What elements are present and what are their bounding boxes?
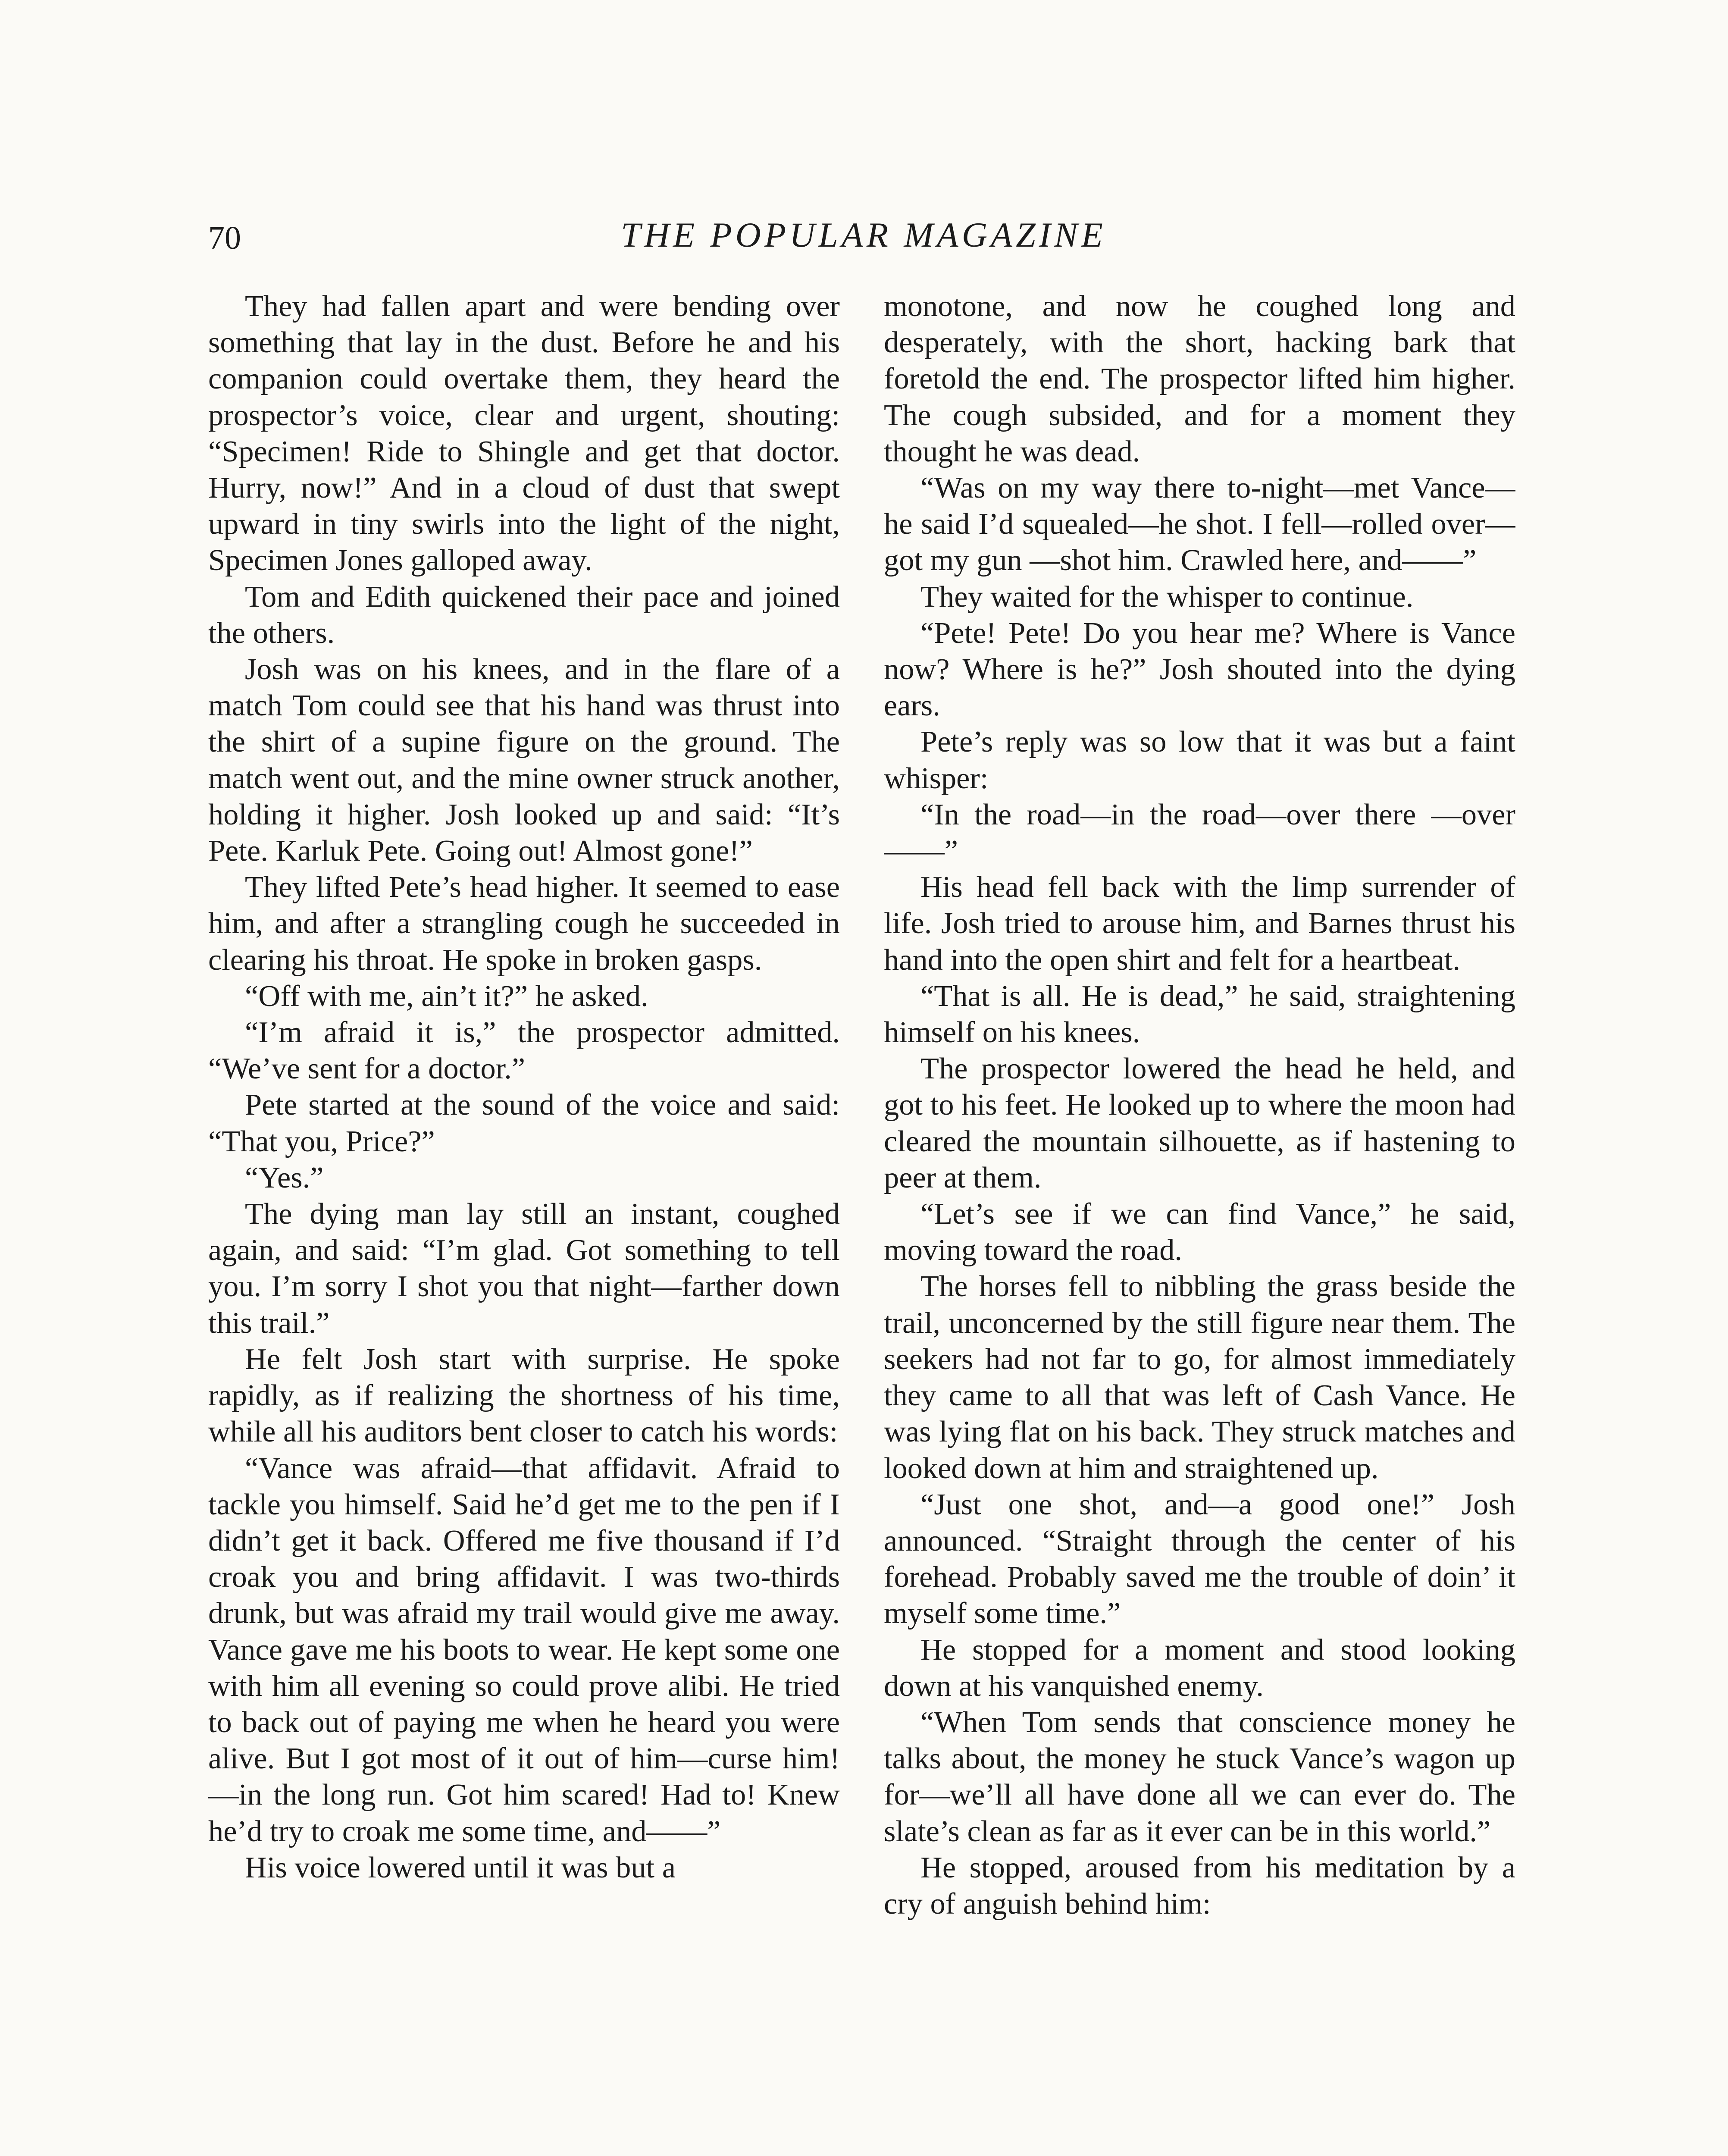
paragraph: “Let’s see if we can find Vance,” he said, moving toward the road.	[884, 1197, 1515, 1267]
paragraph: The horses fell to nibbling the grass beside the trail, unconcerned by the still figure near them. The seekers had not far to go, for almost immediately they came to all that was left of Cash Vance. He was lying flat on his back. They struck matches and looked down at him and straightened up.	[884, 1269, 1515, 1485]
paragraph: He stopped for a moment and stood looking down at his vanquished enemy.	[884, 1633, 1515, 1703]
paragraph: “That is all. He is dead,” he said, straightening himself on his knees.	[884, 979, 1515, 1050]
paragraph: Pete’s reply was so low that it was but a faint whisper:	[884, 725, 1515, 795]
left-column	[208, 288, 840, 2156]
paragraph: Tom and Edith quickened their pace and joined the others.	[208, 580, 840, 650]
paragraph: His voice lowered until it was but a	[245, 1850, 676, 1884]
paragraph: Pete started at the sound of the voice and said: “That you, Price?”	[208, 1088, 840, 1158]
paragraph: “Yes.”	[245, 1160, 324, 1194]
paragraph: “In the road—in the road—over there —over——”	[884, 797, 1515, 868]
page-number: 70	[208, 220, 241, 256]
paragraph-continuation: monotone, and now he coughed long and desperately, with the short, hacking bark that foretold the end. The prospector lifted him higher. The cough subsided, and for a moment they thought he was dead.	[884, 289, 1515, 468]
paragraph: “Off with me, ain’t it?” he asked.	[245, 979, 648, 1013]
paragraph: “Just one shot, and—a good one!” Josh announced. “Straight through the center of his forehead. Probably saved me the trouble of doin’ it myself some time.”	[884, 1487, 1515, 1630]
paragraph: The prospector lowered the head he held, and got to his feet. He looked up to where the moon had cleared the mountain silhouette, as if hastening to peer at them.	[884, 1052, 1515, 1194]
paragraph: “When Tom sends that conscience money he talks about, the money he stuck Vance’s wagon up for—we’ll all have done all we can ever do. The slate’s clean as far as it ever can be in this world.”	[884, 1705, 1515, 1848]
paragraph: They waited for the whisper to continue.	[920, 580, 1414, 614]
paragraph: He felt Josh start with surprise. He spoke rapidly, as if realizing the shortness of his time, while all his auditors bent closer to catch his words:	[208, 1342, 840, 1449]
page-header	[208, 207, 1519, 267]
paragraph: His head fell back with the limp surrender of life. Josh tried to arouse him, and Barnes thrust his hand into the open shirt and felt for a heartbeat.	[884, 870, 1515, 977]
paragraph: “Vance was afraid—that affidavit. Afraid to tackle you himself. Said he’d get me to the pen if I didn’t get it back. Offered me five thousand if I’d croak you and bring affidavit. I was two-thirds drunk, but was afraid my trail would give me away. Vance gave me his boots to wear. He kept some one with him all evening so could prove alibi. He tried to back out of paying me when he heard you were alive. But I got most of it out of him—curse him! —in the long run. Got him scared! Had to! Knew he’d try to croak me some time, and——”	[208, 1451, 840, 1848]
paragraph: He stopped, aroused from his meditation by a cry of anguish behind him:	[884, 1850, 1515, 1921]
paragraph: Josh was on his knees, and in the flare of a match Tom could see that his hand was thrust into the shirt of a supine figure on the ground. The match went out, and the mine owner struck another, holding it higher. Josh looked up and said: “It’s Pete. Karluk Pete. Going out! Almost gone!”	[208, 652, 840, 868]
paragraph: “I’m afraid it is,” the prospector admitted. “We’ve sent for a doctor.”	[208, 1015, 840, 1086]
paragraph: “Was on my way there to-night—met Vance—he said I’d squealed—he shot. I fell—rolled over—got my gun —shot him. Crawled here, and——”	[884, 471, 1515, 577]
paragraph: They lifted Pete’s head higher. It seemed to ease him, and after a strangling cough he succeeded in clearing his throat. He spoke in broken gasps.	[208, 870, 840, 977]
right-column	[884, 288, 1515, 2156]
paragraph: “Pete! Pete! Do you hear me? Where is Vance now? Where is he?” Josh shouted into the dying ears.	[884, 616, 1515, 723]
paragraph: The dying man lay still an instant, coughed again, and said: “I’m glad. Got something to tell you. I’m sorry I shot you that night—farther down this trail.”	[208, 1197, 840, 1340]
paragraph: They had fallen apart and were bending over something that lay in the dust. Before he and his companion could overtake them, they heard the prospector’s voice, clear and urgent, shouting: “Specimen! Ride to Shingle and get that doctor. Hurry, now!” And in a cloud of dust that swept upward in tiny swirls into the light of the night, Specimen Jones galloped away.	[208, 289, 840, 577]
running-title: THE POPULAR MAGAZINE	[621, 215, 1106, 254]
